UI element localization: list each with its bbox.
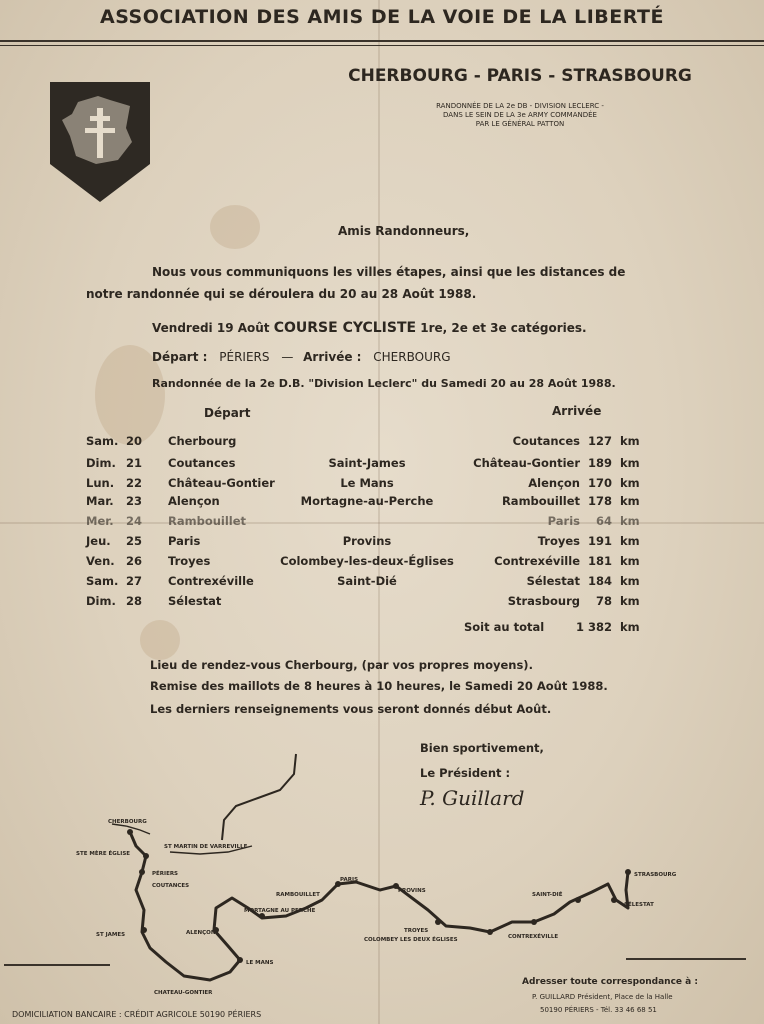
- info-line: Les derniers renseignements vous seront donnés début Août.: [150, 702, 552, 716]
- stage-unit: km: [620, 534, 640, 548]
- stage-arrivee: Strasbourg: [507, 594, 580, 608]
- stage-unit: km: [620, 594, 640, 608]
- map-label-provins: PROVINS: [398, 888, 426, 894]
- stage-date: 21: [126, 456, 143, 470]
- header-rule: [0, 45, 764, 46]
- stage-depart: Cherbourg: [168, 434, 237, 448]
- stage-day: Lun.: [86, 476, 115, 490]
- stage-arrivee: Château-Gontier: [473, 456, 580, 470]
- map-label-troyes: TROYES: [404, 928, 429, 934]
- stage-arrivee: Sélestat: [526, 574, 580, 588]
- stage-day: Jeu.: [86, 534, 111, 548]
- stage-day: Sam.: [86, 434, 119, 448]
- stage-day: Sam.: [86, 574, 119, 588]
- map-label-periers: PÉRIERS: [152, 871, 179, 877]
- stage-arrivee: Coutances: [512, 434, 580, 448]
- stage-km: 127: [587, 434, 612, 448]
- closing-title: Le Président :: [420, 766, 511, 780]
- footer-rule: [4, 964, 110, 966]
- map-label-selestat: SÉLESTAT: [624, 902, 654, 908]
- stage-km: 78: [595, 594, 612, 608]
- stage-depart: Coutances: [168, 456, 236, 470]
- map-label-le-mans: LE MANS: [246, 960, 274, 966]
- stage-via: Saint-Dié: [337, 574, 397, 588]
- stage-date: 26: [126, 554, 143, 568]
- stage-unit: km: [620, 434, 640, 448]
- stage-date: 23: [126, 494, 143, 508]
- stage-date: 22: [126, 476, 143, 490]
- closing-farewell: Bien sportivement,: [420, 741, 544, 755]
- stage-date: 24: [126, 514, 143, 528]
- stage-km: 178: [587, 494, 612, 508]
- map-label-st-james: ST JAMES: [96, 932, 126, 938]
- subtitle-line: RANDONNÉE DE LA 2e DB - DIVISION LECLERC -: [436, 102, 604, 110]
- stage-unit: km: [620, 574, 640, 588]
- subtitle-line: PAR LE GÉNÉRAL PATTON: [475, 120, 565, 128]
- map-label-ste-mere-eglise: STE MÈRE ÉGLISE: [76, 851, 131, 857]
- stage-date: 28: [126, 594, 143, 608]
- address-line: P. GUILLARD Président, Place de la Halle: [532, 993, 673, 1001]
- stage-day: Ven.: [86, 554, 115, 568]
- map-label-saint-die: SAINT-DIÉ: [532, 892, 563, 898]
- map-label-rambouillet: RAMBOUILLET: [276, 892, 320, 898]
- stage-day: Dim.: [86, 456, 116, 470]
- stage-via: Mortagne-au-Perche: [300, 494, 434, 508]
- route-title: CHERBOURG - PARIS - STRASBOURG: [348, 66, 692, 86]
- depart-label: Départ :: [152, 350, 208, 364]
- president-signature: P. Guillard: [420, 786, 525, 810]
- subtitle-line: DANS LE SEIN DE LA 3e ARMY COMMANDÉE: [443, 111, 597, 119]
- separator-dash: —: [281, 350, 294, 364]
- schedule-header-depart: Départ: [204, 406, 251, 420]
- coastline: [222, 754, 296, 840]
- info-line: Lieu de rendez-vous Cherbourg, (par vos propres moyens).: [150, 658, 533, 672]
- stage-depart: Paris: [168, 534, 201, 548]
- header-rule: [0, 40, 764, 42]
- map-label-colombey: COLOMBEY LES DEUX ÉGLISES: [364, 937, 458, 943]
- stage-depart: Alençon: [168, 494, 220, 508]
- stage-arrivee: Rambouillet: [501, 494, 580, 508]
- stage-day: Mer.: [86, 514, 114, 528]
- stage-date: 20: [126, 434, 143, 448]
- stage-arrivee: Contrexéville: [494, 554, 580, 568]
- info-line: Remise des maillots de 8 heures à 10 heures, le Samedi 20 Août 1988.: [150, 679, 608, 693]
- address-line: 50190 PÉRIERS - Tél. 33 46 68 51: [540, 1006, 657, 1014]
- stage-km: 184: [587, 574, 612, 588]
- stage-arrivee: Troyes: [537, 534, 580, 548]
- race-title: COURSE CYCLISTE: [273, 320, 417, 336]
- race-date: Vendredi 19 Août: [152, 321, 270, 335]
- map-label-coutances: COUTANCES: [152, 883, 190, 889]
- stage-depart: Château-Gontier: [168, 476, 275, 490]
- stage-date: 25: [126, 534, 143, 548]
- race-categories: 1re, 2e et 3e catégories.: [420, 321, 587, 335]
- total-label: Soit au total: [464, 620, 545, 634]
- stage-depart: Sélestat: [168, 594, 222, 608]
- correspondence-title: Adresser toute correspondance à :: [522, 977, 698, 987]
- stage-via: Saint-James: [328, 456, 406, 470]
- race-start-end: [152, 350, 451, 364]
- total-unit: km: [620, 620, 640, 634]
- stain: [210, 205, 260, 249]
- map-label-paris: PARIS: [340, 877, 359, 883]
- stage-via: Provins: [342, 534, 392, 548]
- intro-line: notre randonnée qui se déroulera du 20 au 28 Août 1988.: [86, 287, 477, 301]
- arrivee-label: Arrivée :: [303, 350, 362, 364]
- stain: [140, 620, 180, 660]
- stage-km: 170: [587, 476, 612, 490]
- stage-via: Le Mans: [340, 476, 394, 490]
- cross-of-lorraine-shield-icon: [48, 80, 152, 204]
- total-km: 1 382: [575, 620, 612, 634]
- stage-km: 64: [595, 514, 612, 528]
- stage-depart: Rambouillet: [168, 514, 247, 528]
- stage-unit: km: [620, 554, 640, 568]
- depart-city: PÉRIERS: [219, 350, 270, 364]
- stage-depart: Troyes: [168, 554, 211, 568]
- randonnee-line: Randonnée de la 2e D.B. "Division Leclerc" du Samedi 20 au 28 Août 1988.: [152, 377, 616, 390]
- race-line: [152, 320, 587, 336]
- greeting: Amis Randonneurs,: [338, 224, 470, 238]
- stage-unit: km: [620, 494, 640, 508]
- stage-date: 27: [126, 574, 143, 588]
- bank-domiciliation: DOMICILIATION BANCAIRE : CRÉDIT AGRICOLE 50190 PÉRIERS: [12, 1010, 262, 1019]
- map-label-st-martin: ST MARTIN DE VARREVILLE: [164, 844, 248, 850]
- stage-unit: km: [620, 456, 640, 470]
- association-title: ASSOCIATION DES AMIS DE LA VOIE DE LA LIBERTÉ: [100, 6, 664, 28]
- map-label-alencon: ALENÇON: [186, 930, 216, 936]
- stage-km: 191: [587, 534, 612, 548]
- stage-km: 189: [587, 456, 612, 470]
- stage-unit: km: [620, 514, 640, 528]
- stage-arrivee: Alençon: [528, 476, 580, 490]
- stage-day: Mar.: [86, 494, 114, 508]
- stage-depart: Contrexéville: [168, 574, 254, 588]
- map-label-cherbourg: CHERBOURG: [108, 819, 147, 825]
- stage-day: Dim.: [86, 594, 116, 608]
- map-label-chateau-gontier: CHATEAU-GONTIER: [154, 990, 213, 996]
- stage-km: 181: [587, 554, 612, 568]
- schedule-header-arrivee: Arrivée: [552, 404, 602, 418]
- stage-arrivee: Paris: [547, 514, 580, 528]
- arrivee-city: CHERBOURG: [373, 350, 451, 364]
- intro-line: Nous vous communiquons les villes étapes, ainsi que les distances de: [152, 265, 626, 279]
- stage-via: Colombey-les-deux-Églises: [280, 554, 454, 568]
- footer-rule: [626, 958, 746, 960]
- route-map: [0, 740, 764, 1010]
- map-label-contrexeville: CONTREXÉVILLE: [508, 934, 559, 940]
- map-label-strasbourg: STRASBOURG: [634, 872, 677, 878]
- map-label-mortagne: MORTAGNE AU PERCHE: [244, 908, 316, 914]
- stage-unit: km: [620, 476, 640, 490]
